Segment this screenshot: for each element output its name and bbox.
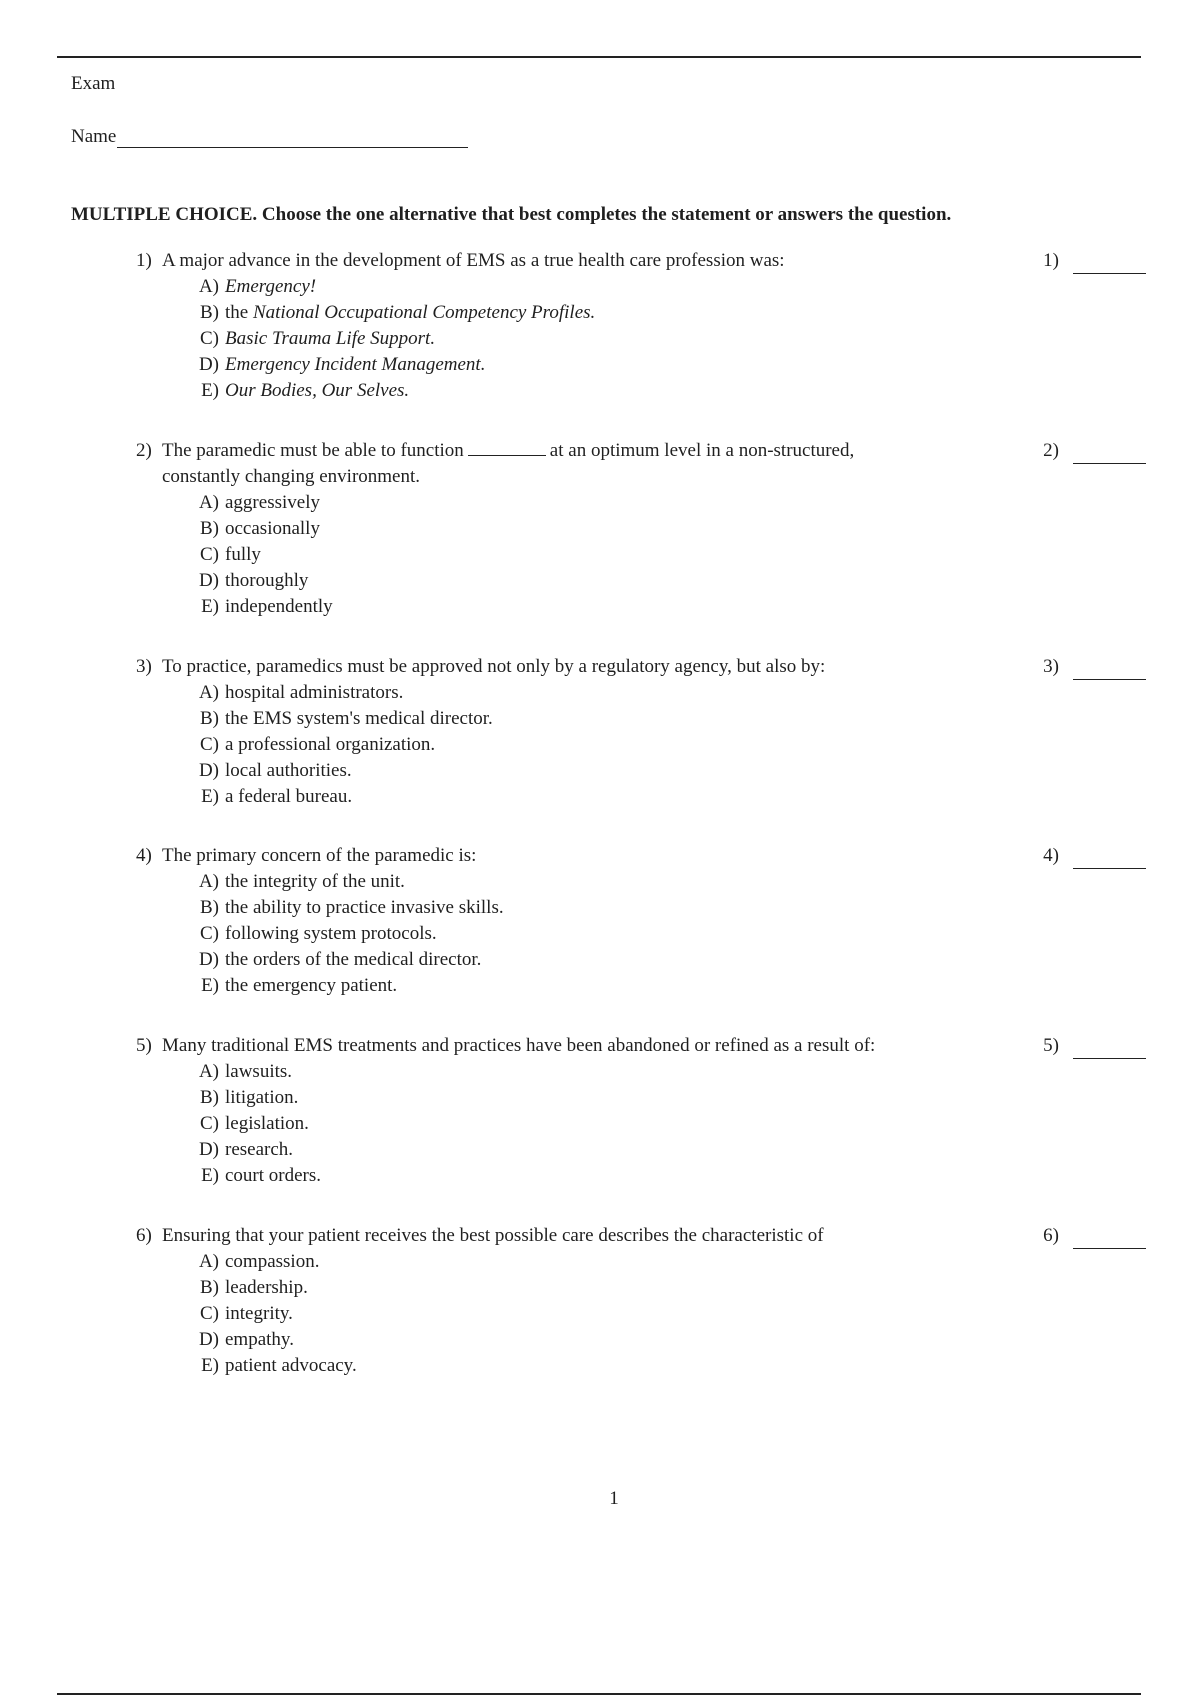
option-letter: D) (198, 570, 219, 591)
question-number: 4) (136, 845, 152, 866)
option-d (189, 352, 1146, 378)
option-letter: A) (198, 1061, 219, 1082)
option-b (189, 516, 1146, 542)
option-text: leadership. (225, 1277, 308, 1298)
option-letter: A) (198, 1251, 219, 1272)
question-text: Ensuring that your patient receives the best possible care describes the characteristic of (162, 1225, 824, 1246)
option-letter: B) (200, 1277, 219, 1298)
option-letter: B) (200, 708, 219, 729)
name-label: Name (71, 126, 117, 147)
question-text (162, 438, 854, 464)
option-d (189, 1137, 1146, 1163)
option-text: a professional organization. (225, 734, 436, 755)
option-e (189, 378, 1146, 404)
answer-number: 4) (1043, 845, 1059, 866)
answer-slot (1043, 248, 1146, 274)
answer-slot (1043, 843, 1146, 869)
option-a (189, 680, 1146, 706)
option-text: a federal bureau. (225, 786, 353, 807)
option-text: independently (225, 596, 333, 617)
question-text: Many traditional EMS treatments and practices have been abandoned or refined as a result of: (162, 1035, 876, 1056)
option-text: Basic Trauma Life Support. (225, 328, 436, 349)
question-4 (136, 843, 1146, 999)
answer-slot (1043, 1223, 1146, 1249)
question-2 (136, 438, 1146, 620)
option-text-prefix: the (225, 302, 253, 323)
option-text: aggressively (225, 492, 320, 513)
question-stem (136, 654, 1146, 680)
question-number: 2) (136, 440, 152, 461)
option-letter: D) (198, 949, 219, 970)
option-a (189, 1059, 1146, 1085)
question-stem (136, 248, 1146, 274)
option-text: the EMS system's medical director. (225, 708, 493, 729)
answer-blank[interactable] (1073, 1228, 1146, 1249)
option-a (189, 869, 1146, 895)
option-letter: E) (201, 1165, 219, 1186)
option-text: local authorities. (225, 760, 352, 781)
option-b (189, 706, 1146, 732)
answer-slot (1043, 654, 1146, 680)
question-text: A major advance in the development of EMS as a true health care profession was: (162, 250, 785, 271)
option-letter: E) (201, 975, 219, 996)
option-c (189, 326, 1146, 352)
options-list (189, 869, 1146, 999)
option-text: following system protocols. (225, 923, 437, 944)
page-number: 1 (609, 1488, 619, 1509)
answer-slot (1043, 1033, 1146, 1059)
option-c (189, 1301, 1146, 1327)
option-text: the ability to practice invasive skills. (225, 897, 504, 918)
question-number: 5) (136, 1035, 152, 1056)
option-a (189, 274, 1146, 300)
exam-title: Exam (71, 73, 116, 94)
option-text: Emergency! (225, 276, 317, 297)
section-instructions: MULTIPLE CHOICE. Choose the one alternative that best completes the statement or answers the question. (71, 204, 952, 225)
option-text: fully (225, 544, 261, 565)
option-c (189, 921, 1146, 947)
option-letter: E) (201, 1355, 219, 1376)
option-letter: C) (200, 1303, 219, 1324)
option-text: integrity. (225, 1303, 293, 1324)
answer-slot (1043, 438, 1146, 464)
option-d (189, 947, 1146, 973)
option-text: thoroughly (225, 570, 309, 591)
question-6 (136, 1223, 1146, 1379)
option-b (189, 1085, 1146, 1111)
option-letter: A) (198, 871, 219, 892)
option-text: the emergency patient. (225, 975, 398, 996)
question-1 (136, 248, 1146, 404)
answer-blank[interactable] (1073, 253, 1146, 274)
question-text-part-1: The paramedic must be able to function (162, 440, 464, 461)
option-letter: A) (198, 682, 219, 703)
option-letter: D) (198, 760, 219, 781)
option-letter: E) (201, 380, 219, 401)
question-3 (136, 654, 1146, 810)
option-text: hospital administrators. (225, 682, 404, 703)
question-stem (136, 1033, 1146, 1059)
option-text: patient advocacy. (225, 1355, 357, 1376)
question-text: The primary concern of the paramedic is: (162, 845, 477, 866)
option-b (189, 895, 1146, 921)
option-text: litigation. (225, 1087, 299, 1108)
option-text: occasionally (225, 518, 320, 539)
option-letter: C) (200, 544, 219, 565)
answer-blank[interactable] (1073, 1038, 1146, 1059)
question-number: 6) (136, 1225, 152, 1246)
question-stem (136, 438, 1146, 464)
answer-blank[interactable] (1073, 848, 1146, 869)
option-letter: B) (200, 897, 219, 918)
answer-number: 3) (1043, 656, 1059, 677)
option-text: Emergency Incident Management. (225, 354, 486, 375)
question-text-part-2: at an optimum level in a non-structured, (549, 440, 855, 461)
option-text: Our Bodies, Our Selves. (225, 380, 410, 401)
option-text: empathy. (225, 1329, 294, 1350)
question-text: To practice, paramedics must be approved not only by a regulatory agency, but also by: (162, 656, 826, 677)
options-list (189, 1059, 1146, 1189)
option-text: National Occupational Competency Profiles. (252, 302, 596, 323)
option-e (189, 594, 1146, 620)
option-letter: A) (198, 492, 219, 513)
answer-number: 6) (1043, 1225, 1059, 1246)
options-list (189, 1249, 1146, 1379)
top-rule (57, 56, 1141, 58)
option-text: the orders of the medical director. (225, 949, 482, 970)
option-letter: C) (200, 328, 219, 349)
option-letter: C) (200, 923, 219, 944)
option-a (189, 490, 1146, 516)
name-blank-field[interactable] (117, 129, 468, 148)
option-text: research. (225, 1139, 294, 1160)
options-list (189, 490, 1146, 620)
option-e (189, 973, 1146, 999)
option-e (189, 1353, 1146, 1379)
option-letter: E) (201, 596, 219, 617)
fill-in-blank (468, 439, 546, 456)
name-line (71, 126, 468, 148)
option-b (189, 300, 1146, 326)
option-e (189, 784, 1146, 810)
option-c (189, 732, 1146, 758)
question-stem (136, 1223, 1146, 1249)
option-a (189, 1249, 1146, 1275)
option-e (189, 1163, 1146, 1189)
option-letter: D) (198, 1139, 219, 1160)
option-c (189, 542, 1146, 568)
answer-blank[interactable] (1073, 443, 1146, 464)
option-text: lawsuits. (225, 1061, 293, 1082)
question-stem (136, 843, 1146, 869)
option-letter: B) (200, 302, 219, 323)
options-list (189, 274, 1146, 404)
options-list (189, 680, 1146, 810)
option-c (189, 1111, 1146, 1137)
option-letter: D) (198, 354, 219, 375)
answer-number: 1) (1043, 250, 1059, 271)
question-5 (136, 1033, 1146, 1189)
option-text: the integrity of the unit. (225, 871, 405, 892)
option-d (189, 568, 1146, 594)
option-letter: B) (200, 518, 219, 539)
option-d (189, 758, 1146, 784)
option-text: legislation. (225, 1113, 309, 1134)
answer-number: 2) (1043, 440, 1059, 461)
option-text: court orders. (225, 1165, 322, 1186)
option-letter: C) (200, 1113, 219, 1134)
option-letter: C) (200, 734, 219, 755)
question-number: 1) (136, 250, 152, 271)
option-letter: D) (198, 1329, 219, 1350)
option-letter: E) (201, 786, 219, 807)
option-d (189, 1327, 1146, 1353)
bottom-rule (57, 1693, 1141, 1695)
answer-number: 5) (1043, 1035, 1059, 1056)
option-letter: A) (198, 276, 219, 297)
answer-blank[interactable] (1073, 659, 1146, 680)
option-letter: B) (200, 1087, 219, 1108)
question-text-continuation: constantly changing environment. (162, 466, 421, 487)
option-text: compassion. (225, 1251, 320, 1272)
question-number: 3) (136, 656, 152, 677)
option-b (189, 1275, 1146, 1301)
